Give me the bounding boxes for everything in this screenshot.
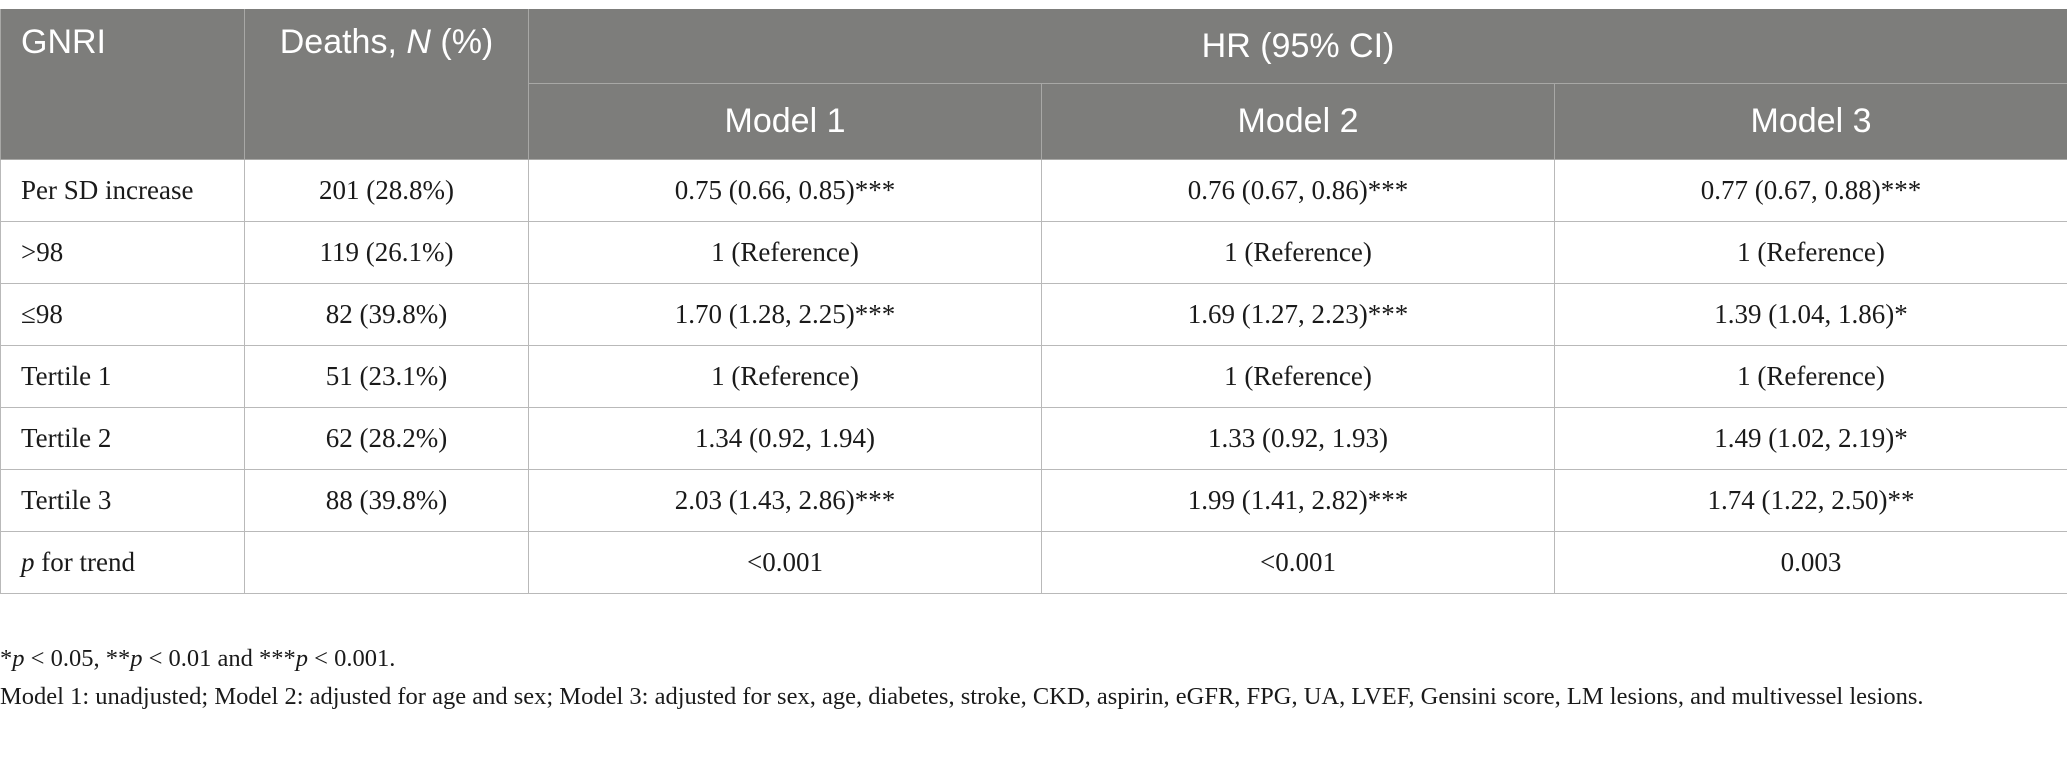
model-3-cell: 1.39 (1.04, 1.86)* <box>1555 284 2067 346</box>
model-2-cell: 0.76 (0.67, 0.86)*** <box>1042 160 1555 222</box>
header-deaths-n: N <box>406 23 431 61</box>
row-label: >98 <box>1 222 245 284</box>
trend-row <box>1 532 2067 594</box>
row-label: Tertile 1 <box>1 346 245 408</box>
model-2-cell: 1 (Reference) <box>1042 222 1555 284</box>
row-label: Tertile 2 <box>1 408 245 470</box>
table-footnotes <box>0 640 2040 716</box>
model-2-cell: 1 (Reference) <box>1042 346 1555 408</box>
trend-row-label <box>1 532 245 594</box>
trend-label-p: p <box>21 547 35 577</box>
deaths-cell: 82 (39.8%) <box>245 284 529 346</box>
model-2-cell: 1.69 (1.27, 2.23)*** <box>1042 284 1555 346</box>
model-3-cell: 1 (Reference) <box>1555 222 2067 284</box>
sig-text-1: < 0.05, ** <box>24 645 131 672</box>
model-1-cell: 2.03 (1.43, 2.86)*** <box>529 470 1042 532</box>
header-model-2: Model 2 <box>1042 84 1555 160</box>
model-2-cell: <0.001 <box>1042 532 1555 594</box>
table-row <box>1 160 2067 222</box>
deaths-cell: 88 (39.8%) <box>245 470 529 532</box>
sig-text-3: < 0.001. <box>308 645 396 672</box>
model-3-cell: 0.003 <box>1555 532 2067 594</box>
table-row <box>1 408 2067 470</box>
model-3-cell: 1 (Reference) <box>1555 346 2067 408</box>
deaths-cell <box>245 532 529 594</box>
header-model-3: Model 3 <box>1555 84 2067 160</box>
model-3-cell: 1.49 (1.02, 2.19)* <box>1555 408 2067 470</box>
model-2-cell: 1.99 (1.41, 2.82)*** <box>1042 470 1555 532</box>
significance-note <box>0 640 2040 678</box>
sig-text-2: < 0.01 and *** <box>142 645 296 672</box>
model-1-cell: <0.001 <box>529 532 1042 594</box>
model-3-cell: 1.74 (1.22, 2.50)** <box>1555 470 2067 532</box>
deaths-cell: 51 (23.1%) <box>245 346 529 408</box>
header-deaths-suffix: (%) <box>430 23 494 61</box>
sig-star-1: * <box>0 645 13 672</box>
model-2-cell: 1.33 (0.92, 1.93) <box>1042 408 1555 470</box>
model-1-cell: 1 (Reference) <box>529 222 1042 284</box>
table-row <box>1 222 2067 284</box>
model-1-cell: 1 (Reference) <box>529 346 1042 408</box>
sig-p-1: p <box>12 645 25 672</box>
header-hr: HR (95% CI) <box>529 9 2067 84</box>
header-deaths-prefix: Deaths, <box>279 23 407 61</box>
hazard-ratio-table <box>0 9 2067 594</box>
row-label: Per SD increase <box>1 160 245 222</box>
table-body <box>1 160 2067 594</box>
deaths-cell: 62 (28.2%) <box>245 408 529 470</box>
model-1-cell: 1.70 (1.28, 2.25)*** <box>529 284 1042 346</box>
sig-p-2: p <box>130 645 143 672</box>
models-note: Model 1: unadjusted; Model 2: adjusted for age and sex; Model 3: adjusted for sex, age, diabetes, stroke, CKD, aspirin, eGFR, FPG, UA, LVEF, Gensini score, LM lesions, and multivessel lesions. <box>0 683 1924 710</box>
header-deaths <box>245 9 529 160</box>
trend-label-rest: for trend <box>34 547 135 577</box>
results-table-container <box>0 9 2067 594</box>
table-row <box>1 346 2067 408</box>
header-model-1: Model 1 <box>529 84 1042 160</box>
model-1-cell: 0.75 (0.66, 0.85)*** <box>529 160 1042 222</box>
deaths-cell: 119 (26.1%) <box>245 222 529 284</box>
table-header <box>1 9 2067 160</box>
row-label: ≤98 <box>1 284 245 346</box>
row-label: Tertile 3 <box>1 470 245 532</box>
deaths-cell: 201 (28.8%) <box>245 160 529 222</box>
header-gnri: GNRI <box>1 9 245 160</box>
sig-p-3: p <box>295 645 309 672</box>
model-1-cell: 1.34 (0.92, 1.94) <box>529 408 1042 470</box>
table-row <box>1 284 2067 346</box>
model-3-cell: 0.77 (0.67, 0.88)*** <box>1555 160 2067 222</box>
table-row <box>1 470 2067 532</box>
